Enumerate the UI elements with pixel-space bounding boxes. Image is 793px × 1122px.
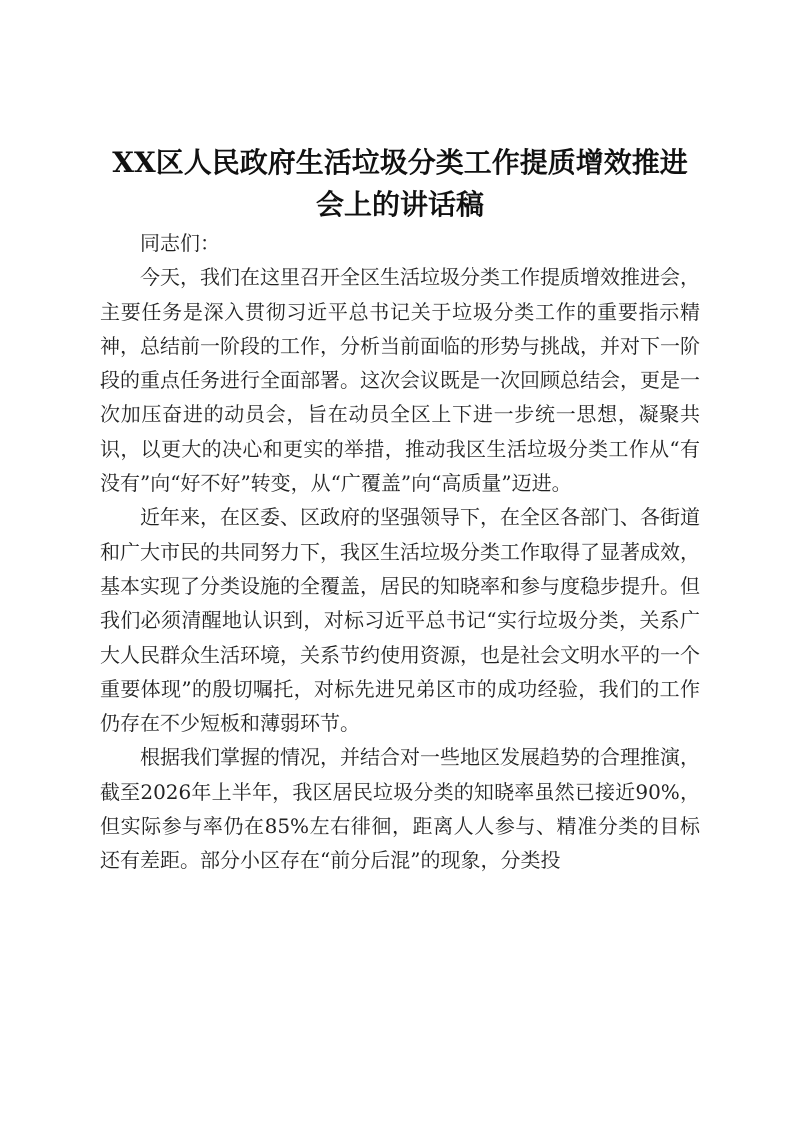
document-body [100,226,700,878]
document-title: XX区人民政府生活垃圾分类工作提质增效推进会上的讲话稿 [112,146,688,221]
paragraph-2: 近年来，在区委、区政府的坚强领导下，在全区各部门、各街道和广大市民的共同努力下，我区生活垃圾分类工作取得了显著成效，基本实现了分类设施的全覆盖，居民的知晓率和参与度稳步提升。但我们必须清醒地认识到，对标习近平总书记“实行垃圾分类，关系广大人民群众生活环境，关系节约使用资源，也是社会文明水平的一个重要体现”的殷切嘱托，对标先进兄弟区市的成功经验，我们的工作仍存在不少短板和薄弱环节。 [100,505,700,736]
paragraph-3: 根据我们掌握的情况，并结合对一些地区发展趋势的合理推演，截至2026年上半年，我区居民垃圾分类的知晓率虽然已接近90%，但实际参与率仍在85%左右徘徊，距离人人参与、精准分类的目标还有差距。部分小区存在“前分后混”的现象，分类投 [100,745,700,873]
salutation: 同志们： [140,231,220,255]
paragraph-1: 今天，我们在这里召开全区生活垃圾分类工作提质增效推进会，主要任务是深入贯彻习近平总书记关于垃圾分类工作的重要指示精神，总结前一阶段的工作，分析当前面临的形势与挑战，并对下一阶段的重点任务进行全面部署。这次会议既是一次回顾总结会，更是一次加压奋进的动员会，旨在动员全区上下进一步统一思想，凝聚共识，以更大的决心和更实的举措，推动我区生活垃圾分类工作从“有没有”向“好不好”转变，从“广覆盖”向“高质量”迈进。 [100,265,700,496]
